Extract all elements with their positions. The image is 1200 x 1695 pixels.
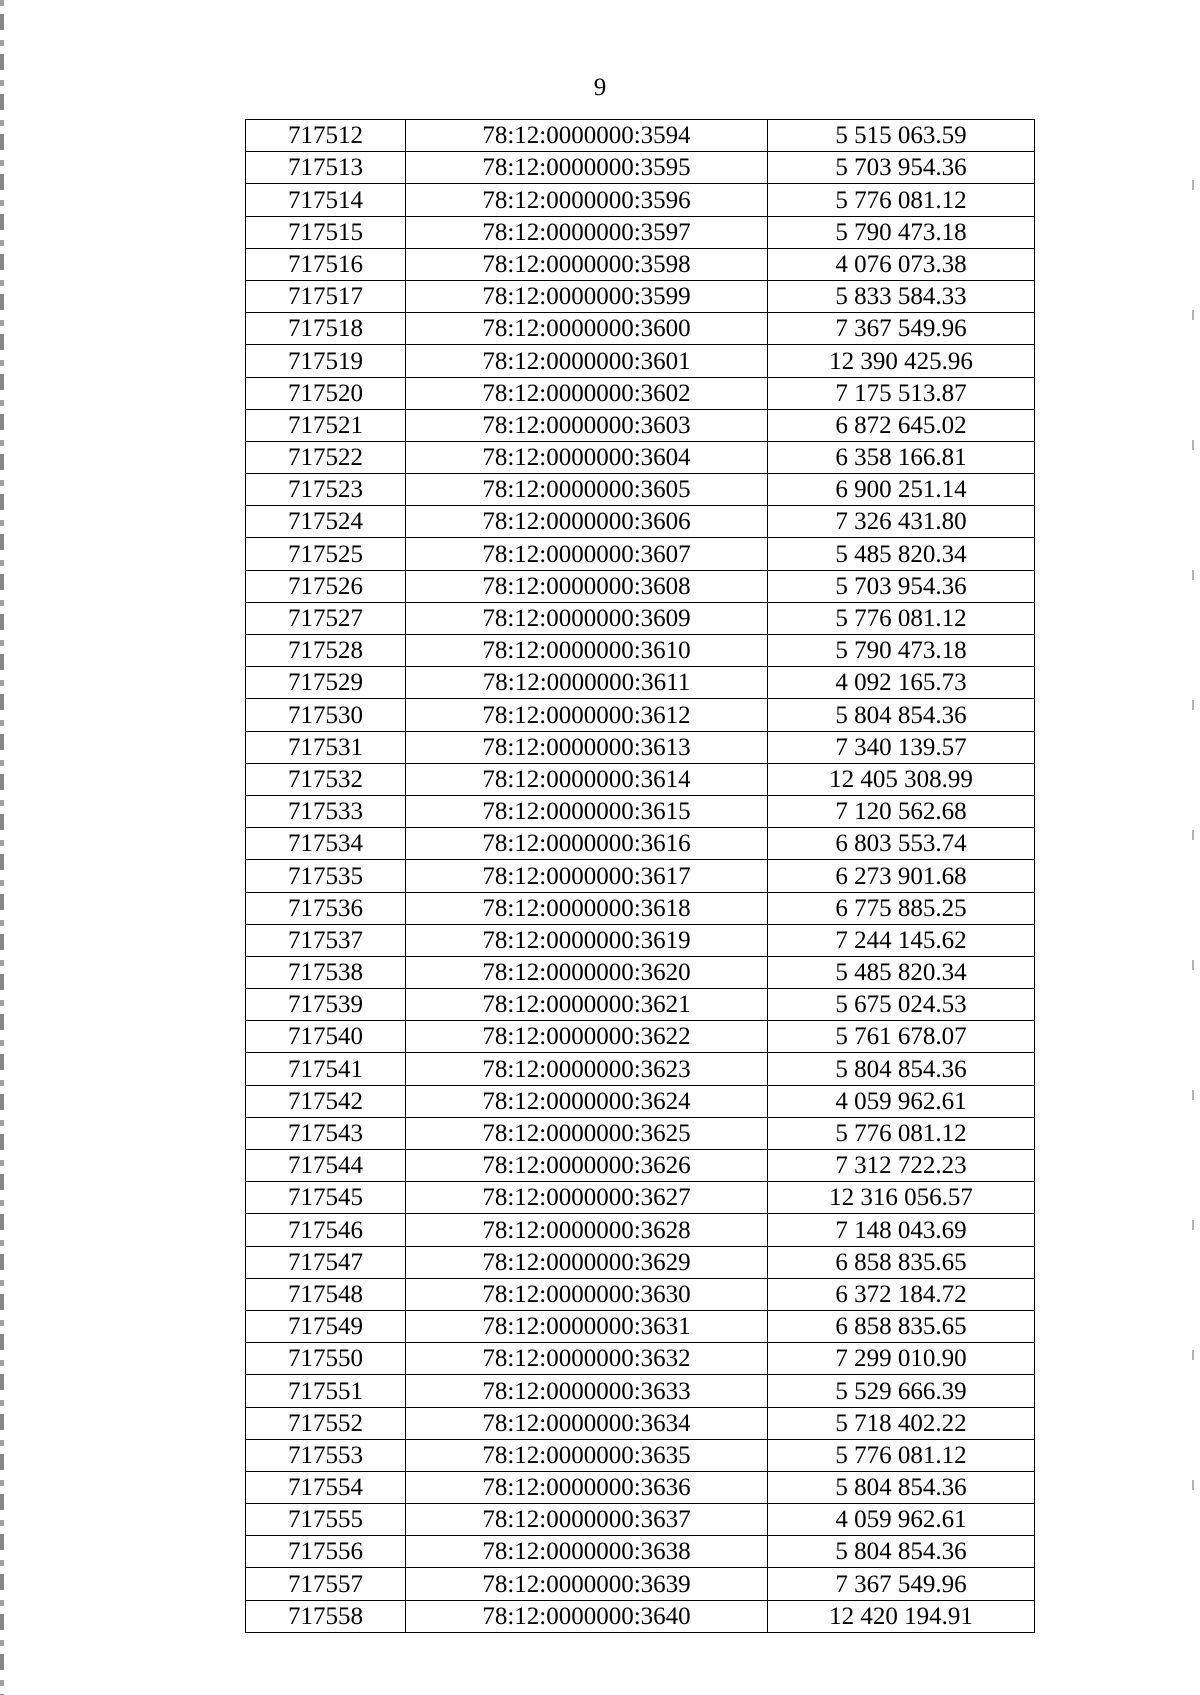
row-id-cell: 717525 (246, 538, 406, 570)
row-id-cell: 717513 (246, 152, 406, 184)
cadastral-number-cell: 78:12:0000000:3622 (406, 1021, 768, 1053)
row-id-cell: 717542 (246, 1085, 406, 1117)
value-cell: 6 358 166.81 (768, 441, 1035, 473)
table-row (246, 280, 1035, 312)
cadastral-number-cell: 78:12:0000000:3639 (406, 1568, 768, 1600)
cadastral-number-cell: 78:12:0000000:3613 (406, 731, 768, 763)
value-cell: 5 703 954.36 (768, 152, 1035, 184)
table-row (246, 216, 1035, 248)
table-row (246, 1278, 1035, 1310)
row-id-cell: 717520 (246, 377, 406, 409)
value-cell: 7 340 139.57 (768, 731, 1035, 763)
table-row (246, 1150, 1035, 1182)
table-row (246, 828, 1035, 860)
row-id-cell: 717540 (246, 1021, 406, 1053)
cadastral-number-cell: 78:12:0000000:3625 (406, 1117, 768, 1149)
table-row (246, 892, 1035, 924)
table-row (246, 1504, 1035, 1536)
row-id-cell: 717534 (246, 828, 406, 860)
cadastral-number-cell: 78:12:0000000:3619 (406, 924, 768, 956)
value-cell: 5 776 081.12 (768, 1439, 1035, 1471)
cadastral-number-cell: 78:12:0000000:3610 (406, 635, 768, 667)
cadastral-number-cell: 78:12:0000000:3617 (406, 860, 768, 892)
value-cell: 5 790 473.18 (768, 635, 1035, 667)
row-id-cell: 717512 (246, 120, 406, 152)
cadastral-number-cell: 78:12:0000000:3608 (406, 570, 768, 602)
row-id-cell: 717541 (246, 1053, 406, 1085)
table-row (246, 184, 1035, 216)
row-id-cell: 717552 (246, 1407, 406, 1439)
cadastral-number-cell: 78:12:0000000:3599 (406, 280, 768, 312)
row-id-cell: 717514 (246, 184, 406, 216)
table-row (246, 1021, 1035, 1053)
cadastral-number-cell: 78:12:0000000:3631 (406, 1310, 768, 1342)
cadastral-number-cell: 78:12:0000000:3623 (406, 1053, 768, 1085)
row-id-cell: 717553 (246, 1439, 406, 1471)
value-cell: 12 420 194.91 (768, 1600, 1035, 1632)
table-row (246, 441, 1035, 473)
row-id-cell: 717518 (246, 313, 406, 345)
cadastral-number-cell: 78:12:0000000:3596 (406, 184, 768, 216)
value-cell: 7 326 431.80 (768, 506, 1035, 538)
table-row (246, 860, 1035, 892)
table-row (246, 731, 1035, 763)
value-cell: 12 316 056.57 (768, 1182, 1035, 1214)
cadastral-number-cell: 78:12:0000000:3615 (406, 795, 768, 827)
value-cell: 6 900 251.14 (768, 474, 1035, 506)
table-row (246, 1053, 1035, 1085)
cadastral-number-cell: 78:12:0000000:3601 (406, 345, 768, 377)
value-cell: 7 312 722.23 (768, 1150, 1035, 1182)
value-cell: 7 299 010.90 (768, 1343, 1035, 1375)
row-id-cell: 717551 (246, 1375, 406, 1407)
cadastral-number-cell: 78:12:0000000:3618 (406, 892, 768, 924)
row-id-cell: 717543 (246, 1117, 406, 1149)
row-id-cell: 717537 (246, 924, 406, 956)
value-cell: 5 804 854.36 (768, 699, 1035, 731)
table-body (246, 120, 1035, 1633)
cadastral-number-cell: 78:12:0000000:3621 (406, 989, 768, 1021)
row-id-cell: 717536 (246, 892, 406, 924)
cadastral-number-cell: 78:12:0000000:3629 (406, 1246, 768, 1278)
value-cell: 5 703 954.36 (768, 570, 1035, 602)
table-row (246, 635, 1035, 667)
row-id-cell: 717517 (246, 280, 406, 312)
cadastral-number-cell: 78:12:0000000:3632 (406, 1343, 768, 1375)
value-cell: 5 485 820.34 (768, 538, 1035, 570)
row-id-cell: 717529 (246, 667, 406, 699)
row-id-cell: 717532 (246, 763, 406, 795)
cadastral-number-cell: 78:12:0000000:3634 (406, 1407, 768, 1439)
value-cell: 6 858 835.65 (768, 1246, 1035, 1278)
cadastral-number-cell: 78:12:0000000:3602 (406, 377, 768, 409)
table-row (246, 1310, 1035, 1342)
row-id-cell: 717544 (246, 1150, 406, 1182)
value-cell: 5 790 473.18 (768, 216, 1035, 248)
cadastral-number-cell: 78:12:0000000:3628 (406, 1214, 768, 1246)
cadastral-number-cell: 78:12:0000000:3611 (406, 667, 768, 699)
value-cell: 4 092 165.73 (768, 667, 1035, 699)
value-cell: 4 076 073.38 (768, 248, 1035, 280)
table-row (246, 667, 1035, 699)
value-cell: 5 776 081.12 (768, 602, 1035, 634)
value-cell: 7 148 043.69 (768, 1214, 1035, 1246)
cadastral-number-cell: 78:12:0000000:3612 (406, 699, 768, 731)
row-id-cell: 717523 (246, 474, 406, 506)
row-id-cell: 717549 (246, 1310, 406, 1342)
row-id-cell: 717519 (246, 345, 406, 377)
row-id-cell: 717548 (246, 1278, 406, 1310)
value-cell: 6 775 885.25 (768, 892, 1035, 924)
row-id-cell: 717538 (246, 956, 406, 988)
row-id-cell: 717521 (246, 409, 406, 441)
cadastral-number-cell: 78:12:0000000:3636 (406, 1471, 768, 1503)
value-cell: 7 367 549.96 (768, 1568, 1035, 1600)
table-row (246, 1214, 1035, 1246)
value-cell: 5 761 678.07 (768, 1021, 1035, 1053)
table-row (246, 345, 1035, 377)
row-id-cell: 717539 (246, 989, 406, 1021)
table-row (246, 795, 1035, 827)
value-cell: 7 367 549.96 (768, 313, 1035, 345)
table-row (246, 1439, 1035, 1471)
row-id-cell: 717535 (246, 860, 406, 892)
table-row (246, 1407, 1035, 1439)
table-row (246, 506, 1035, 538)
row-id-cell: 717554 (246, 1471, 406, 1503)
row-id-cell: 717516 (246, 248, 406, 280)
scan-edge-left (0, 0, 4, 1695)
value-cell: 5 485 820.34 (768, 956, 1035, 988)
value-cell: 5 776 081.12 (768, 184, 1035, 216)
value-cell: 6 858 835.65 (768, 1310, 1035, 1342)
table-row (246, 602, 1035, 634)
cadastral-number-cell: 78:12:0000000:3624 (406, 1085, 768, 1117)
table-row (246, 474, 1035, 506)
value-cell: 7 175 513.87 (768, 377, 1035, 409)
value-cell: 5 833 584.33 (768, 280, 1035, 312)
value-cell: 6 803 553.74 (768, 828, 1035, 860)
cadastral-number-cell: 78:12:0000000:3598 (406, 248, 768, 280)
row-id-cell: 717528 (246, 635, 406, 667)
value-cell: 6 273 901.68 (768, 860, 1035, 892)
cadastral-number-cell: 78:12:0000000:3606 (406, 506, 768, 538)
row-id-cell: 717558 (246, 1600, 406, 1632)
row-id-cell: 717545 (246, 1182, 406, 1214)
value-cell: 4 059 962.61 (768, 1085, 1035, 1117)
table-row (246, 1085, 1035, 1117)
table-row (246, 1536, 1035, 1568)
row-id-cell: 717530 (246, 699, 406, 731)
cadastral-number-cell: 78:12:0000000:3614 (406, 763, 768, 795)
table-row (246, 313, 1035, 345)
row-id-cell: 717522 (246, 441, 406, 473)
table-row (246, 570, 1035, 602)
table-row (246, 120, 1035, 152)
cadastral-number-cell: 78:12:0000000:3594 (406, 120, 768, 152)
cadastral-number-cell: 78:12:0000000:3633 (406, 1375, 768, 1407)
table-row (246, 763, 1035, 795)
table-row (246, 248, 1035, 280)
value-cell: 6 872 645.02 (768, 409, 1035, 441)
table-row (246, 409, 1035, 441)
cadastral-number-cell: 78:12:0000000:3627 (406, 1182, 768, 1214)
row-id-cell: 717531 (246, 731, 406, 763)
row-id-cell: 717550 (246, 1343, 406, 1375)
cadastral-number-cell: 78:12:0000000:3609 (406, 602, 768, 634)
value-cell: 5 804 854.36 (768, 1053, 1035, 1085)
row-id-cell: 717515 (246, 216, 406, 248)
row-id-cell: 717556 (246, 1536, 406, 1568)
table-row (246, 377, 1035, 409)
table-row (246, 1182, 1035, 1214)
table-row (246, 989, 1035, 1021)
value-cell: 7 120 562.68 (768, 795, 1035, 827)
table-row (246, 699, 1035, 731)
table-row (246, 1568, 1035, 1600)
table-row (246, 1471, 1035, 1503)
table-row (246, 1343, 1035, 1375)
table-row (246, 152, 1035, 184)
table-row (246, 1600, 1035, 1632)
cadastral-table (245, 119, 1035, 1633)
cadastral-number-cell: 78:12:0000000:3600 (406, 313, 768, 345)
cadastral-number-cell: 78:12:0000000:3630 (406, 1278, 768, 1310)
value-cell: 7 244 145.62 (768, 924, 1035, 956)
cadastral-number-cell: 78:12:0000000:3616 (406, 828, 768, 860)
cadastral-number-cell: 78:12:0000000:3607 (406, 538, 768, 570)
table-row (246, 956, 1035, 988)
cadastral-number-cell: 78:12:0000000:3595 (406, 152, 768, 184)
cadastral-number-cell: 78:12:0000000:3637 (406, 1504, 768, 1536)
cadastral-number-cell: 78:12:0000000:3635 (406, 1439, 768, 1471)
value-cell: 5 675 024.53 (768, 989, 1035, 1021)
row-id-cell: 717555 (246, 1504, 406, 1536)
row-id-cell: 717527 (246, 602, 406, 634)
value-cell: 5 529 666.39 (768, 1375, 1035, 1407)
value-cell: 12 405 308.99 (768, 763, 1035, 795)
page-number: 9 (593, 74, 607, 101)
cadastral-number-cell: 78:12:0000000:3640 (406, 1600, 768, 1632)
row-id-cell: 717524 (246, 506, 406, 538)
table-row (246, 1375, 1035, 1407)
table-row (246, 538, 1035, 570)
row-id-cell: 717526 (246, 570, 406, 602)
value-cell: 5 718 402.22 (768, 1407, 1035, 1439)
cadastral-number-cell: 78:12:0000000:3605 (406, 474, 768, 506)
value-cell: 6 372 184.72 (768, 1278, 1035, 1310)
table-row (246, 924, 1035, 956)
cadastral-number-cell: 78:12:0000000:3620 (406, 956, 768, 988)
value-cell: 12 390 425.96 (768, 345, 1035, 377)
table-row (246, 1246, 1035, 1278)
value-cell: 5 804 854.36 (768, 1536, 1035, 1568)
value-cell: 4 059 962.61 (768, 1504, 1035, 1536)
cadastral-number-cell: 78:12:0000000:3638 (406, 1536, 768, 1568)
cadastral-number-cell: 78:12:0000000:3604 (406, 441, 768, 473)
value-cell: 5 515 063.59 (768, 120, 1035, 152)
scan-edge-right (1192, 120, 1194, 1570)
table-row (246, 1117, 1035, 1149)
row-id-cell: 717533 (246, 795, 406, 827)
value-cell: 5 804 854.36 (768, 1471, 1035, 1503)
row-id-cell: 717557 (246, 1568, 406, 1600)
value-cell: 5 776 081.12 (768, 1117, 1035, 1149)
cadastral-number-cell: 78:12:0000000:3597 (406, 216, 768, 248)
row-id-cell: 717546 (246, 1214, 406, 1246)
cadastral-number-cell: 78:12:0000000:3603 (406, 409, 768, 441)
row-id-cell: 717547 (246, 1246, 406, 1278)
cadastral-number-cell: 78:12:0000000:3626 (406, 1150, 768, 1182)
